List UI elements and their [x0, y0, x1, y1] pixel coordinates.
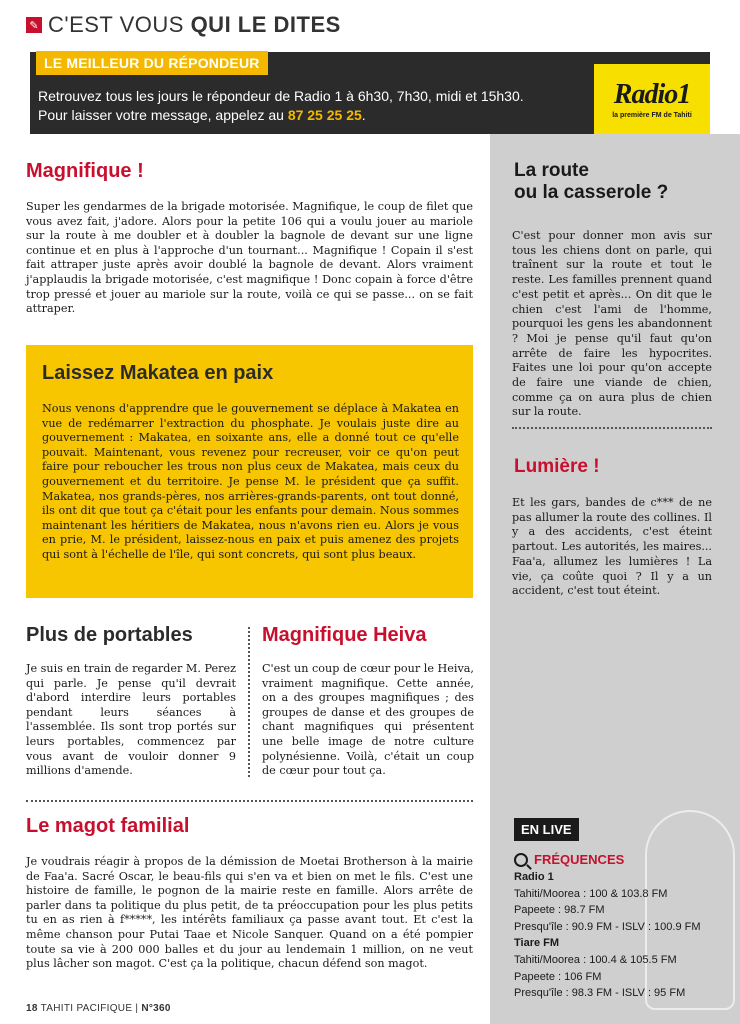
- article-title-lumiere: Lumière !: [514, 456, 600, 477]
- banner-line-2: Pour laisser votre message, appelez au 87 25 25 25.: [38, 107, 366, 123]
- radio1-logo: Radio1 la première FM de Tahiti: [594, 64, 710, 134]
- article-body-lumiere: Et les gars, bandes de c*** de ne pas allumer la route des collines. Il y a des accidents, c'est éteint partout. Les autorités, les maires... Faa'a, allumez les lumières ! La vie, ça coûte quoi ? Il y a un accident, c'est tout éteint.: [512, 496, 712, 598]
- station-name: Tiare FM: [514, 937, 560, 950]
- frequency-line: Presqu'île : 90.9 FM - ISLV : 100.9 FM: [514, 920, 701, 933]
- page-footer: 18 TAHITI PACIFIQUE | N°360: [26, 1003, 171, 1014]
- frequency-line: Tahiti/Moorea : 100 & 103.8 FM: [514, 887, 668, 900]
- article-title-route: La route ou la casserole ?: [514, 160, 669, 203]
- article-body-magnifique: Super les gendarmes de la brigade motorisée. Magnifique, le coup de filet que vous avez fait, j'adore. Alors pour la petite 106 qui a voulu jouer au mariole sur la route à me doubler et à doubler la bagnole de devant sur une ligne continue et en plus à l'approche d'un tournant... Magnifique ! Copain il s'est fait attraper juste après avoir doublé la bagnole de devant. Alors vraiment j'applaudis la brigade motorisée, c'est magnifique ! Donc copain à force d'être trop pressé et jouer au mariole sur la route, voilà ce qui se passe... on se fait attraper.: [26, 200, 473, 316]
- magazine-name: TAHITI PACIFIQUE: [40, 1003, 133, 1014]
- banner-line-1: Retrouvez tous les jours le répondeur de Radio 1 à 6h30, 7h30, midi et 15h30.: [38, 88, 524, 104]
- phone-number: 87 25 25 25: [287, 107, 362, 123]
- article-body-portables: Je suis en train de regarder M. Perez qui parle. Je pense qu'il devrait d'abord interdire leurs portables pendant leurs séances à l'assemblée. Ils sont trop portés sur leurs portables, commencez par vous avant de vouloir donner 9 millions d'amende.: [26, 662, 236, 778]
- page-number: 18: [26, 1003, 38, 1014]
- article-title-magnifique: Magnifique !: [26, 160, 144, 182]
- article-title-magot: Le magot familial: [26, 815, 190, 837]
- article-body-makatea: Nous venons d'apprendre que le gouvernement se déplace à Makatea en vue de redémarrer l'extraction du phosphate. Je voulais juste dire au gouvernement : Makatea, en soixante ans, elle a donné tout ce qu'elle pouvait. Maintenant, vous revenez pour recreuser, voir ce qu'on peut faire pour reboucher les trous non plus ceux de Makatea, mais ceux du gouvernement et du territoire. Je pense M. le président que ça suffit. Makatea, nos grands-pères, nos arrières-grands-parents, ont tout donné, ils ont dit que tout ça c'était pour les enfants pour demain. Nous sommes maintenant les héritiers de Makatea, nous n'avons rien eu. Alors je vous en prie, M. le président, laissez-nous en paix et puis amenez des projets qui sont à l'échelle de l'île, qui sont concrets, qui sont plus beaux.: [42, 402, 459, 561]
- frequency-line: Papeete : 98.7 FM: [514, 904, 605, 917]
- magnifier-icon: [514, 853, 528, 867]
- section-title: C'EST VOUS QUI LE DITES: [48, 12, 341, 37]
- column-divider: [248, 627, 250, 777]
- frequency-line: Tahiti/Moorea : 100.4 & 105.5 FM: [514, 953, 677, 966]
- issue-number: N°360: [141, 1003, 171, 1014]
- frequencies-list: [514, 869, 734, 1002]
- frequency-line: Papeete : 106 FM: [514, 970, 602, 983]
- chat-bubble-icon: ✎: [26, 17, 42, 33]
- banner-tag: LE MEILLEUR DU RÉPONDEUR: [36, 51, 268, 75]
- article-title-portables: Plus de portables: [26, 624, 193, 646]
- divider: [512, 427, 712, 429]
- frequency-line: Presqu'île : 98.3 FM - ISLV : 95 FM: [514, 987, 686, 1000]
- section-header: [26, 10, 341, 40]
- divider: [26, 800, 473, 802]
- article-body-route: C'est pour donner mon avis sur tous les chiens dont on parle, qui traînent sur la route et tout le reste. Les familles prennent quand c'est petit et après... On dit que le chien c'est l'ami de l'homme, pourquoi les gens les abandonnent ? Moi je pense qu'il faut qu'on arrête de faire les hypocrites. Faites une loi pour qu'on accepte de faire une viande de chien, comme ça on aura plus de chien sur la route.: [512, 229, 712, 419]
- frequencies-header: FRÉQUENCES: [514, 852, 624, 867]
- article-title-heiva: Magnifique Heiva: [262, 624, 427, 646]
- article-body-heiva: C'est un coup de cœur pour le Heiva, vraiment magnifique. Cette année, on a des groupes magnifiques ; des groupes de danse et des groupes de chant magnifiques qui présentent une belle image de notre culture polynésienne. Voilà, c'était un coup de cœur pour tout ça.: [262, 662, 474, 778]
- en-live-badge: EN LIVE: [514, 818, 579, 841]
- article-title-makatea: Laissez Makatea en paix: [42, 362, 274, 384]
- station-name: Radio 1: [514, 871, 554, 883]
- article-body-magot: Je voudrais réagir à propos de la démission de Moetai Brotherson à la mairie de Faa'a. Sacré Oscar, le beau-fils qui s'en va et bien on met le fils. C'est une histoire de famille, le pognon de la mairie reste en famille. Alors arrête de parler dans ta politique du plus petit, de ta préoccupation pour les plus petits tu en as rien à f*****, les intérêts familiaux ça passe avant tout. Et c'est la même chanson pour Putai Taae et Nicole Sanquer. Quand on a été pompier toute sa vie à 200 000 balles et du jour au lendemain 1 million, on ne veut plus lâcher son magot. C'est ça la politique, chacun défend son magot.: [26, 855, 473, 971]
